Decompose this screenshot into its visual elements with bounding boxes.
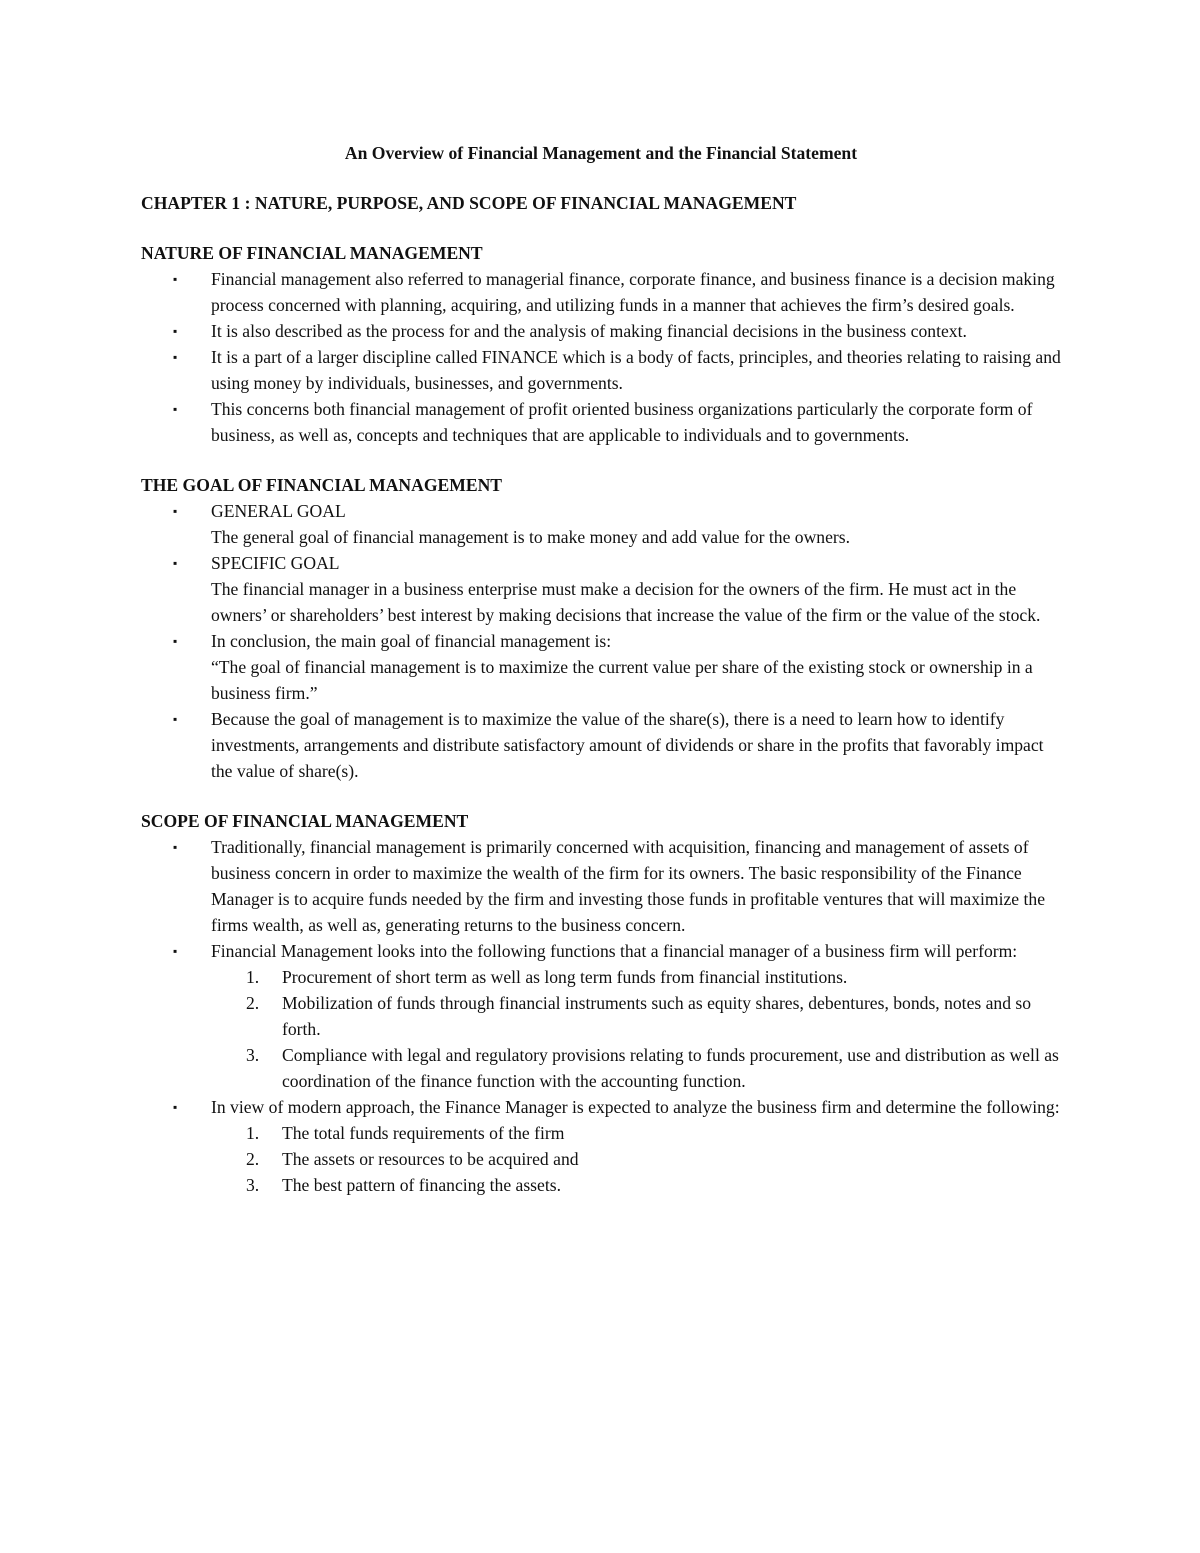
item-number: 2. — [246, 1149, 260, 1169]
specific-goal-text: The financial manager in a business enterprise must make a decision for the owners of the firm. He must act in the owners’ or shareholders’ best interest by making decisions that increase the value of the firm or the value of the stock. — [211, 579, 1041, 625]
item-number: 1. — [246, 1123, 260, 1143]
list-item: ▪ Because the goal of management is to maximize the value of the share(s), there is a need to learn how to identify investments, arrangements and distribute satisfactory amount of dividends or share in the profits that favorably impact the value of share(s). — [141, 706, 1061, 784]
list-item: ▪ This concerns both financial management of profit oriented business organizations particularly the corporate form of business, as well as, concepts and techniques that are applicable to individuals and to governments. — [141, 396, 1061, 448]
specific-goal-label: ▪ SPECIFIC GOAL — [211, 553, 340, 573]
item-text: Mobilization of funds through financial instruments such as equity shares, debentures, bonds, notes and so forth. — [282, 993, 1032, 1039]
numbered-item — [211, 1120, 1061, 1146]
item-number: 3. — [246, 1045, 260, 1065]
modern-list — [211, 1120, 1061, 1198]
item-text: The assets or resources to be acquired and — [282, 1149, 579, 1169]
item-text: Procurement of short term as well as long term funds from financial institutions. — [282, 967, 848, 987]
document-page — [141, 140, 1061, 1222]
numbered-item — [211, 964, 1061, 990]
goal-heading: THE GOAL OF FINANCIAL MANAGEMENT — [141, 475, 503, 495]
nature-heading: NATURE OF FINANCIAL MANAGEMENT — [141, 243, 483, 263]
functions-intro: ▪ Financial Management looks into the following functions that a financial manager of a business firm will perform: — [211, 941, 1018, 961]
modern-intro: ▪ In view of modern approach, the Finance Manager is expected to analyze the business firm and determine the following: — [211, 1097, 1060, 1117]
section-nature — [141, 240, 1061, 448]
general-goal-label: ▪ GENERAL GOAL — [211, 501, 346, 521]
nature-bullet-list — [141, 266, 1061, 448]
item-text: The total funds requirements of the firm — [282, 1123, 565, 1143]
item-number: 3. — [246, 1175, 260, 1195]
list-item — [141, 498, 1061, 550]
goal-bullet-list — [141, 498, 1061, 784]
list-item — [141, 550, 1061, 628]
list-item — [141, 1094, 1061, 1198]
scope-bullet-list — [141, 834, 1061, 1198]
item-number: 1. — [246, 967, 260, 987]
chapter-heading: CHAPTER 1 : NATURE, PURPOSE, AND SCOPE OF FINANCIAL MANAGEMENT — [141, 193, 797, 213]
numbered-item — [211, 990, 1061, 1042]
list-item: ▪ Financial management also referred to managerial finance, corporate finance, and business finance is a decision making process concerned with planning, acquiring, and utilizing funds in a manner that achieves the firm’s desired goals. — [141, 266, 1061, 318]
conclusion-label: ▪ In conclusion, the main goal of financial management is: — [211, 631, 612, 651]
list-item: ▪ Traditionally, financial management is primarily concerned with acquisition, financing and management of assets of business concern in order to maximize the wealth of the firm for its owners. The basic responsibility of the Finance Manager is to acquire funds needed by the firm and investing those funds in profitable ventures that will maximize the firms wealth, as well as, generating returns to the business concern. — [141, 834, 1061, 938]
conclusion-quote: “The goal of financial management is to maximize the current value per share of the existing stock or ownership in a business firm.” — [211, 657, 1033, 703]
list-item — [141, 628, 1061, 706]
list-item: ▪ It is a part of a larger discipline called FINANCE which is a body of facts, principles, and theories relating to raising and using money by individuals, businesses, and governments. — [141, 344, 1061, 396]
general-goal-text: The general goal of financial management is to make money and add value for the owners. — [211, 527, 851, 547]
list-item — [141, 938, 1061, 1094]
numbered-item — [211, 1042, 1061, 1094]
scope-heading: SCOPE OF FINANCIAL MANAGEMENT — [141, 811, 469, 831]
item-text: Compliance with legal and regulatory provisions relating to funds procurement, use and distribution as well as coordination of the finance function with the accounting function. — [282, 1045, 1059, 1091]
numbered-item — [211, 1172, 1061, 1198]
section-goal — [141, 472, 1061, 784]
numbered-item — [211, 1146, 1061, 1172]
item-text: The best pattern of financing the assets. — [282, 1175, 561, 1195]
section-scope — [141, 808, 1061, 1198]
functions-list — [211, 964, 1061, 1094]
document-title: An Overview of Financial Management and the Financial Statement — [344, 143, 858, 163]
list-item: ▪ It is also described as the process for and the analysis of making financial decisions in the business context. — [141, 318, 1061, 344]
item-number: 2. — [246, 993, 260, 1013]
